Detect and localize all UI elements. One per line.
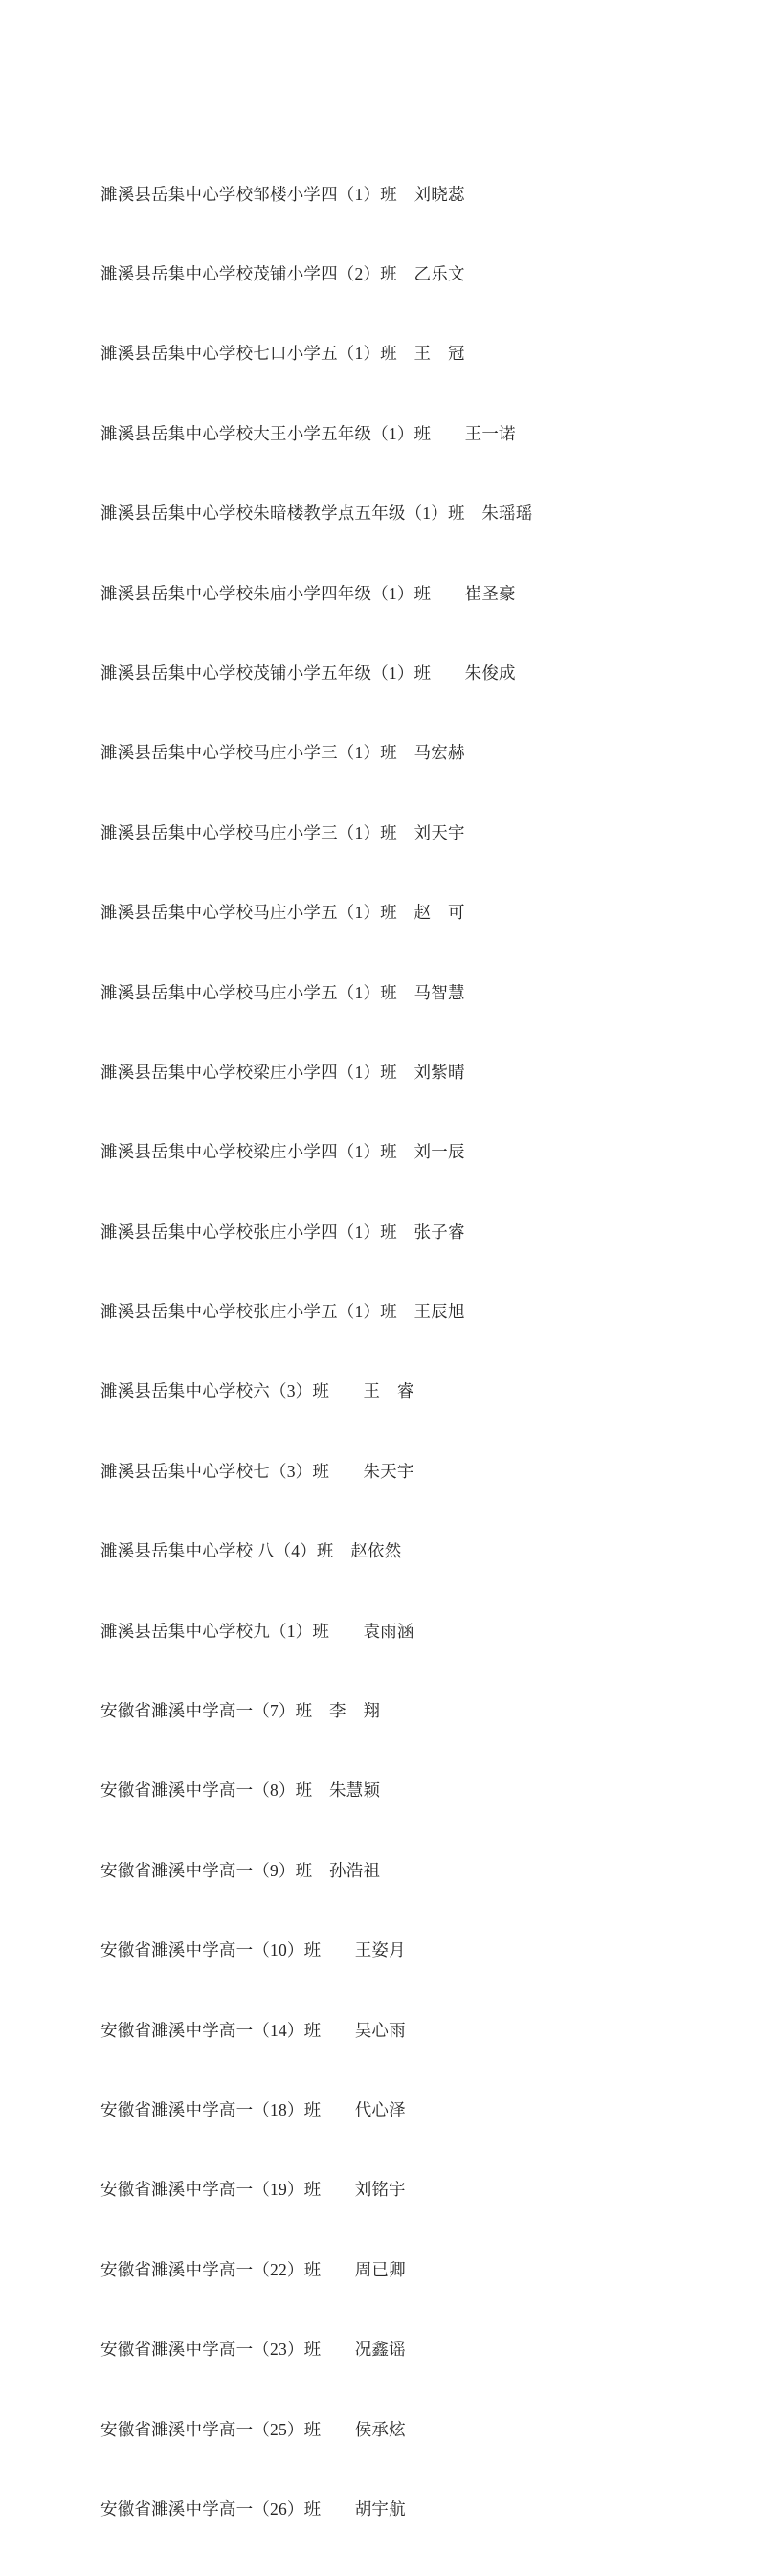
list-item: 濉溪县岳集中心学校梁庄小学四（1）班 刘紫晴 — [100, 1062, 465, 1082]
list-item: 濉溪县岳集中心学校茂铺小学五年级（1）班 朱俊成 — [100, 662, 516, 683]
list-item: 濉溪县岳集中心学校七口小学五（1）班 王 冠 — [100, 344, 465, 364]
list-item: 安徽省濉溪中学高一（9）班 孙浩祖 — [100, 1860, 381, 1880]
list-item: 濉溪县岳集中心学校 八（4）班 赵依然 — [100, 1541, 402, 1561]
list-item: 濉溪县岳集中心学校马庄小学五（1）班 赵 可 — [100, 903, 465, 923]
list-item: 濉溪县岳集中心学校大王小学五年级（1）班 王一诺 — [100, 423, 516, 443]
list-item: 安徽省濉溪中学高一（19）班 刘铭宇 — [100, 2180, 406, 2200]
list-item: 濉溪县岳集中心学校张庄小学五（1）班 王辰旭 — [100, 1302, 465, 1322]
list-item: 濉溪县岳集中心学校茂铺小学四（2）班 乙乐文 — [100, 263, 465, 283]
list-item: 安徽省濉溪中学高一（25）班 侯承炫 — [100, 2419, 406, 2439]
list-item: 濉溪县岳集中心学校七（3）班 朱天宇 — [100, 1461, 414, 1481]
list-item: 安徽省濉溪中学高一（8）班 朱慧颖 — [100, 1781, 381, 1801]
list-item: 安徽省濉溪中学高一（23）班 况鑫谣 — [100, 2340, 406, 2360]
list-item: 安徽省濉溪中学高一（22）班 周已卿 — [100, 2259, 406, 2279]
list-item: 安徽省濉溪中学高一（10）班 王姿月 — [100, 1940, 406, 1960]
list-item: 濉溪县岳集中心学校九（1）班 袁雨涵 — [100, 1621, 414, 1641]
list-item: 安徽省濉溪中学高一（14）班 吴心雨 — [100, 2020, 406, 2040]
list-item: 濉溪县岳集中心学校朱庙小学四年级（1）班 崔圣豪 — [100, 583, 516, 603]
list-item: 濉溪县岳集中心学校张庄小学四（1）班 张子睿 — [100, 1221, 465, 1242]
list-item: 濉溪县岳集中心学校六（3）班 王 睿 — [100, 1381, 414, 1401]
list-item: 濉溪县岳集中心学校马庄小学三（1）班 刘天宇 — [100, 822, 465, 842]
list-item: 安徽省濉溪中学高一（26）班 胡宇航 — [100, 2498, 406, 2519]
list-item: 濉溪县岳集中心学校马庄小学五（1）班 马智慧 — [100, 982, 465, 1002]
list-item: 安徽省濉溪中学高一（18）班 代心泽 — [100, 2099, 406, 2119]
list-item: 濉溪县岳集中心学校梁庄小学四（1）班 刘一辰 — [100, 1142, 465, 1162]
list-item: 安徽省濉溪中学高一（7）班 李 翔 — [100, 1701, 381, 1721]
student-list — [100, 128, 694, 2576]
list-item: 濉溪县岳集中心学校邹楼小学四（1）班 刘晓蕊 — [100, 184, 465, 204]
list-item: 濉溪县岳集中心学校朱暗楼教学点五年级（1）班 朱瑶瑶 — [100, 504, 533, 524]
list-item: 濉溪县岳集中心学校马庄小学三（1）班 马宏赫 — [100, 743, 465, 763]
